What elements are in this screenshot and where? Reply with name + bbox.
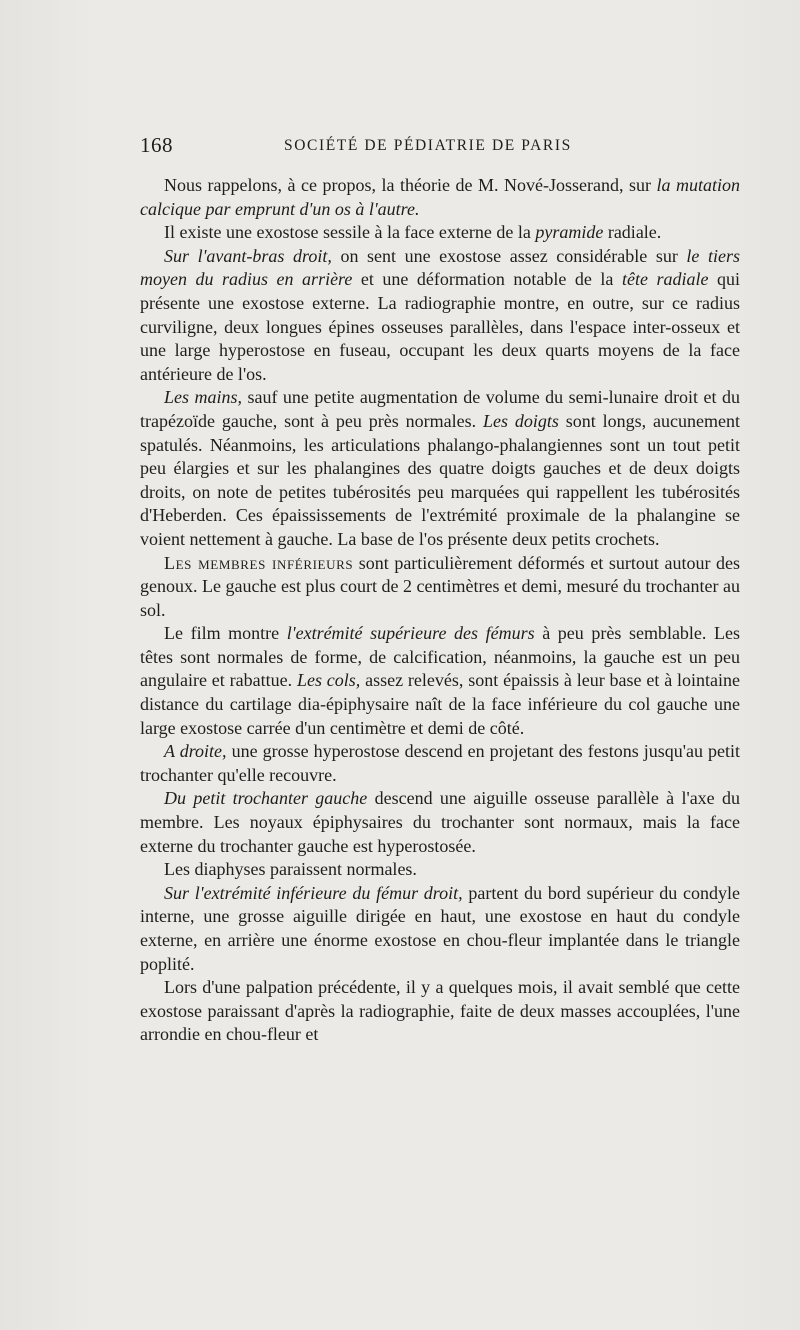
small-caps-text: Les membres inférieurs <box>164 552 354 573</box>
paragraph <box>140 740 740 787</box>
body-text <box>140 174 740 1047</box>
text-run: sont longs, aucunement spatulés. Néanmoins, les articulations phalango-phalangiennes sont un tout petit peu élargies et sur les phalangines des quatre doigts gauches et de deux doigts droits, on note de petites tubérosités peu marquées qui rappellent les tubérosités d'Heberden. Ces épaississements de l'extrémité proximale de la phalangine se voient nettement à gauche. La base de l'os présente deux petits crochets. <box>140 410 740 549</box>
paragraph <box>140 174 740 221</box>
text-run: sauf une petite augmentation de volume du semi-lunaire droit et du trapézoïde gauche, sont à peu près normales. <box>140 387 740 431</box>
running-head: SOCIÉTÉ DE PÉDIATRIE DE PARIS <box>284 137 572 154</box>
paragraph <box>140 622 740 740</box>
italic-text: Sur l'extrémité inférieure du fémur droit, <box>164 882 463 903</box>
italic-text: Du petit trochanter gauche <box>164 788 368 809</box>
page-number: 168 <box>140 133 173 157</box>
italic-text: Les cols, <box>296 670 361 691</box>
text-run: et une déformation notable de la <box>352 269 622 290</box>
text-run: à peu près semblable. Les têtes sont normales de forme, de calcification, néanmoins, la gauche est un peu angulaire et rabattue. <box>140 623 740 691</box>
paragraph <box>140 858 740 882</box>
text-run: assez relevés, sont épaissis à leur base et à lointaine distance du cartilage dia-épiphysaire naît de la face inférieure du col gauche une large exostose carrée d'un centimètre et demi de côté. <box>140 670 741 738</box>
italic-text: Les doigts <box>483 410 559 431</box>
text-run: on sent une exostose assez considérable sur <box>331 245 687 266</box>
italic-text: le tiers moyen du radius en arrière <box>140 245 740 290</box>
page-header <box>140 133 740 159</box>
text-run: Nous rappelons, à ce propos, la théorie de M. Nové-Josserand, sur <box>164 175 657 195</box>
paragraph <box>140 882 740 976</box>
text-run: Le film montre <box>164 623 287 644</box>
text-run: partent du bord supérieur du condyle interne, une grosse aiguille dirigée en haut, une exostose en haut du condyle externe, en arrière une énorme exostose en chou-fleur implantée dans le triangle poplité. <box>140 882 741 974</box>
text-run: descend une aiguille osseuse parallèle à l'axe du membre. Les noyaux épiphysaires du trochanter sont normaux, mais la face externe du trochanter gauche est hyperostosée. <box>140 788 740 856</box>
italic-text: Sur l'avant-bras droit, <box>164 245 332 266</box>
text-run: qui présente une exostose externe. La radiographie montre, en outre, sur ce radius curviligne, deux longues épines osseuses parallèles, dans l'espace inter-osseux et une large hyperostose en fuseau, occupant les deux quarts moyens de la face antérieure de l'os. <box>140 269 740 384</box>
text-run: une grosse hyperostose descend en projetant des festons jusqu'au petit trochanter qu'elle recouvre. <box>140 741 741 785</box>
italic-text: Les mains, <box>164 387 242 408</box>
paragraph <box>140 386 740 551</box>
text-run: Lors d'une palpation précédente, il y a quelques mois, il avait semblé que cette exostose paraissant d'après la radiographie, faite de deux masses accouplées, l'une arrondie en chou-fleur et <box>140 977 740 1045</box>
paragraph <box>140 221 740 245</box>
text-run: radiale. <box>603 222 662 243</box>
italic-text: A droite, <box>164 741 227 762</box>
paragraph <box>140 976 740 1047</box>
italic-text: la mutation calcique par emprunt d'un os à l'autre. <box>140 175 740 219</box>
paragraph <box>140 787 740 858</box>
italic-text: l'extrémité supérieure des fémurs <box>286 623 535 644</box>
italic-text: pyramide <box>535 222 604 243</box>
text-run: sont particulièrement déformés et surtout autour des genoux. Le gauche est plus court de 2 centimètres et demi, mesuré du trochanter au sol. <box>140 552 741 620</box>
text-run: Les diaphyses paraissent normales. <box>164 859 417 880</box>
italic-text: tête radiale <box>621 269 709 290</box>
paragraph <box>140 552 740 623</box>
text-run: Il existe une exostose sessile à la face externe de la <box>164 222 536 243</box>
paragraph <box>140 245 740 387</box>
